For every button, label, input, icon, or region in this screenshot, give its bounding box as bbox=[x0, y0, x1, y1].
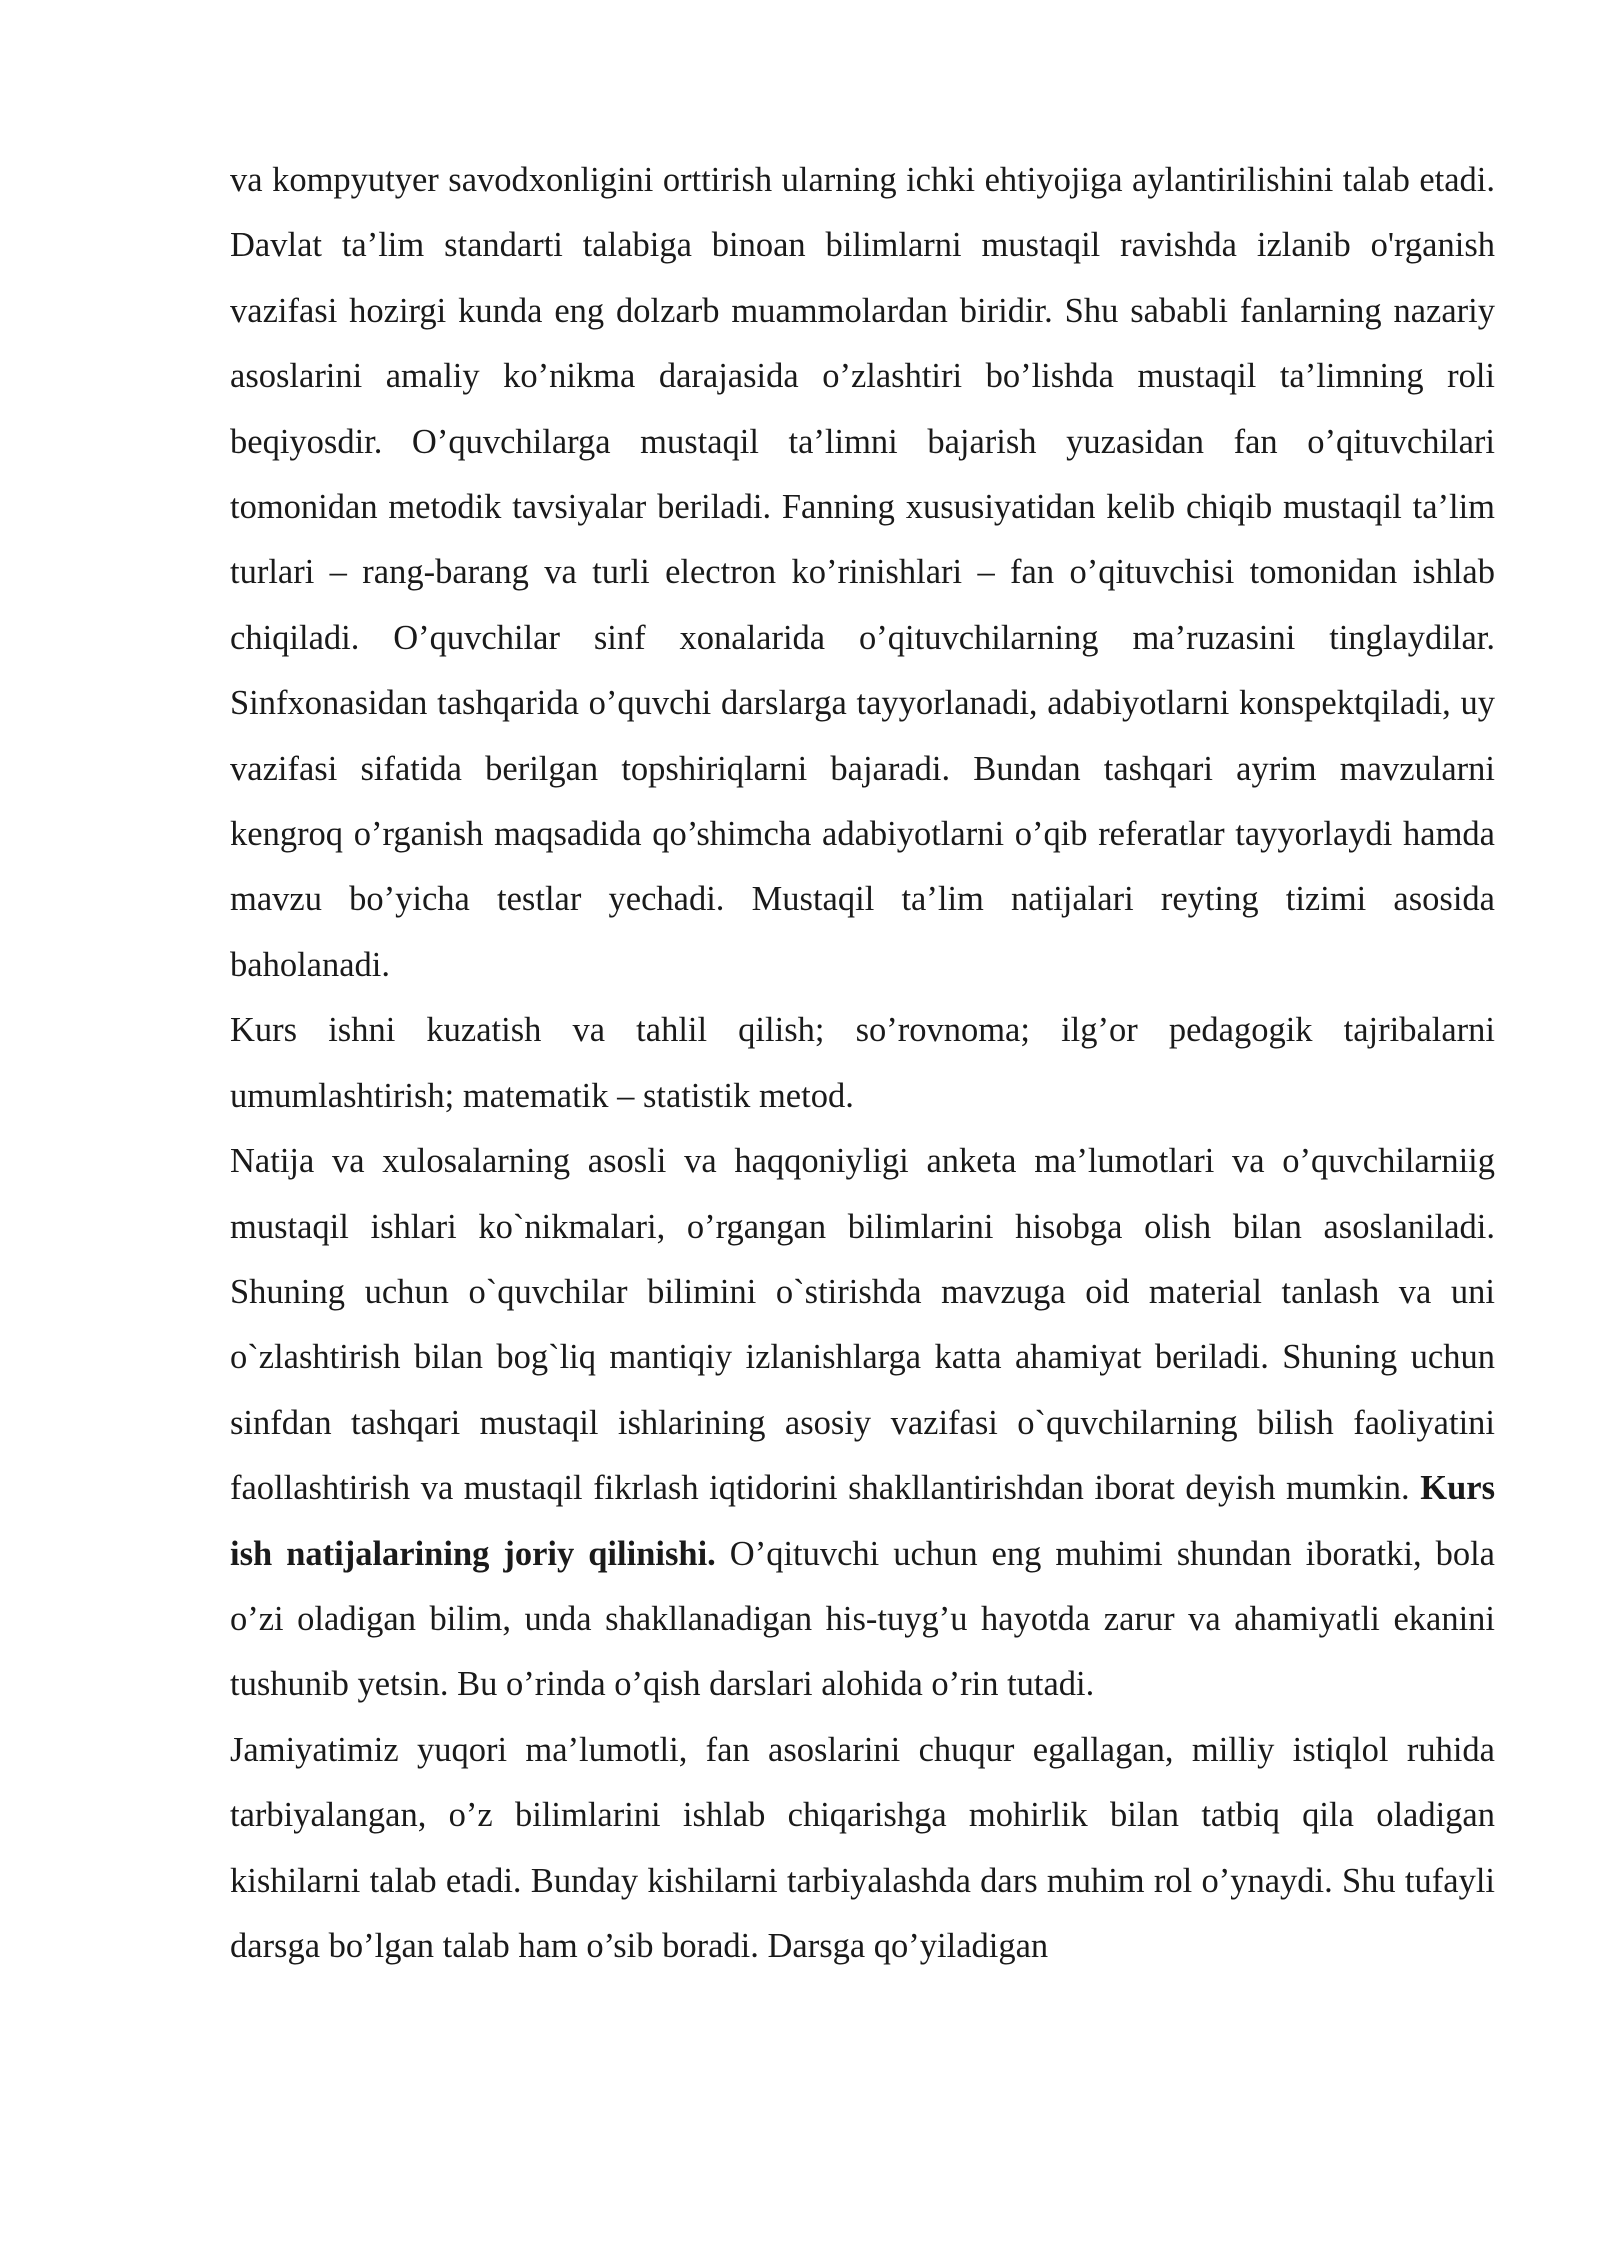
paragraph-3 bbox=[230, 1129, 1495, 1718]
document-body bbox=[230, 148, 1495, 1979]
paragraph-4: Jamiyatimiz yuqori ma’lumotli, fan asoslarini chuqur egallagan, milliy istiqlol ruhida tarbiyalangan, o’z bilimlarini ishlab chiqarishga mohirlik bilan tatbiq qila oladigan kishilarni talab etadi. Bunday kishilarni tarbiyalashda dars muhim rol o’ynaydi. Shu tufayli darsga bo’lgan talab ham o’sib boradi. Darsga qo’yiladigan bbox=[230, 1730, 1495, 1965]
paragraph-2: Kurs ishni kuzatish va tahlil qilish; so’rovnoma; ilg’or pedagogik tajribalarni umumlashtirish; matematik – statistik metod. bbox=[230, 1011, 1495, 1115]
paragraph-3-start: Natija va xulosalarning asosli va haqqoniyligi anketa ma’lumotlari va o’quvchilarniig mustaqil ishlari ko`nikmalari, o’rgangan bilimlarini hisobga olish bilan asoslaniladi. Shuning uchun o`quvchilar bilimini o`stirishda mavzuga oid material tanlash va uni o`zlashtirish bilan bog`liq mantiqiy izlanishlarga katta ahamiyat beriladi. Shuning uchun sinfdan tashqari mustaqil ishlarining asosiy vazifasi o`quvchilarning bilish faoliyatini faollashtirish va mustaqil fikrlash iqtidorini shakllantirishdan iborat deyish mumkin. bbox=[230, 1142, 1495, 1508]
section-heading-inline: Kurs ish natijalarining joriy qilinishi. bbox=[230, 1469, 1495, 1573]
paragraph-1: va kompyutyer savodxonligini orttirish ularning ichki ehtiyojiga aylantirilishini talab etadi. Davlat ta’lim standarti talabiga binoan bilimlarni mustaqil ravishda izlanib o'rganish vazifasi hozirgi kunda eng dolzarb muammolardan biridir. Shu sababli fanlarning nazariy asoslarini amaliy ko’nikma darajasida o’zlashtiri bo’lishda mustaqil ta’limning roli beqiyosdir. O’quvchilarga mustaqil ta’limni bajarish yuzasidan fan o’qituvchilari tomonidan metodik tavsiyalar beriladi. Fanning xususiyatidan kelib chiqib mustaqil ta’lim turlari – rang-barang va turli electron ko’rinishlari – fan o’qituvchisi tomonidan ishlab chiqiladi. O’quvchilar sinf xonalarida o’qituvchilarning ma’ruzasini tinglaydilar. Sinfxonasidan tashqarida o’quvchi darslarga tayyorlanadi, adabiyotlarni konspektqiladi, uy vazifasi sifatida berilgan topshiriqlarni bajaradi. Bundan tashqari ayrim mavzularni kengroq o’rganish maqsadida qo’shimcha adabiyotlarni o’qib referatlar tayyorlaydi hamda mavzu bo’yicha testlar yechadi. Mustaqil ta’lim natijalari reyting tizimi asosida baholanadi. bbox=[230, 161, 1495, 984]
paragraph-3-end: O’qituvchi uchun eng muhimi shundan iboratki, bola o’zi oladigan bilim, unda shakllanadigan his-tuyg’u hayotda zarur va ahamiyatli ekanini tushunib yetsin. Bu o’rinda o’qish darslari alohida o’rin tutadi. bbox=[230, 1534, 1495, 1704]
